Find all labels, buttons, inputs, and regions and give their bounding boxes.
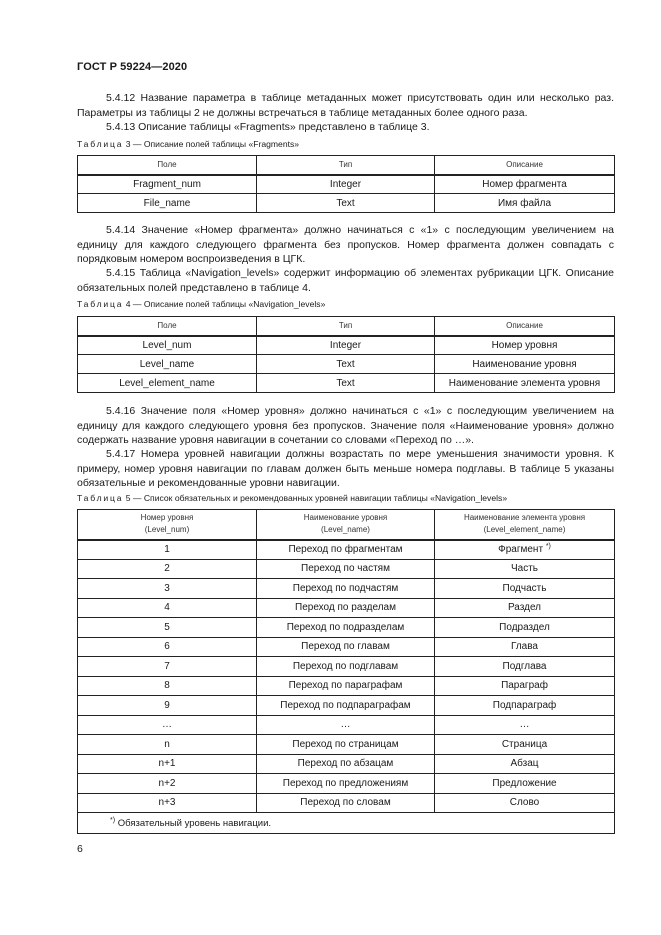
table-cell: Переход по подпараграфам bbox=[257, 696, 435, 716]
table-cell: Переход по подчастям bbox=[257, 579, 435, 599]
table-cell: n+1 bbox=[78, 754, 257, 774]
table-cell: Абзац bbox=[435, 754, 615, 774]
column-header bbox=[78, 510, 257, 540]
column-header: Поле bbox=[78, 156, 257, 175]
table-row bbox=[78, 355, 615, 374]
cell-text: Фрагмент bbox=[498, 544, 544, 555]
table-cell: Переход по страницам bbox=[257, 735, 435, 755]
document-header: ГОСТ Р 59224—2020 bbox=[77, 61, 188, 73]
table-row bbox=[78, 793, 615, 813]
table-cell: Переход по словам bbox=[257, 793, 435, 813]
table-cell: … bbox=[78, 715, 257, 735]
paragraph-text: 5.4.16 Значение поля «Номер уровня» должно начинаться с «1» с последующим увеличением на единицу для каждого следующего уровня без пропусков. Значение поля «Наименование уровня» должно содержать название уровня навигации в сочетании со словами «Переход по …». bbox=[77, 405, 614, 447]
table-cell: Level_element_name bbox=[78, 374, 257, 393]
table-cell: Переход по абзацам bbox=[257, 754, 435, 774]
table-3-caption bbox=[77, 139, 299, 149]
table-cell: Level_num bbox=[78, 336, 257, 355]
table-row bbox=[78, 598, 615, 618]
table-4-caption bbox=[77, 299, 325, 309]
table-cell: 3 bbox=[78, 579, 257, 599]
table-cell: Часть bbox=[435, 559, 615, 579]
table-5 bbox=[77, 509, 615, 834]
table-cell: Переход по подглавам bbox=[257, 657, 435, 677]
table-cell: Номер уровня bbox=[435, 336, 615, 355]
table-row bbox=[78, 657, 615, 677]
header-line: Наименование уровня bbox=[303, 513, 388, 523]
table-header-row bbox=[78, 510, 615, 540]
column-header: Описание bbox=[435, 317, 615, 336]
table-cell bbox=[435, 540, 615, 560]
column-header bbox=[435, 510, 615, 540]
paragraph-text: 5.4.15 Таблица «Navigation_levels» содержит информацию об элементах рубрикации ЦГК. Описание обязательных полей представлено в таблице 4. bbox=[77, 267, 614, 294]
table-cell: Переход по предложениям bbox=[257, 774, 435, 794]
paragraph-text: 5.4.12 Название параметра в таблице метаданных может присутствовать один или несколько раз. Параметры из таблицы 2 не должны встречаться в таблице метаданных более одного раза. bbox=[77, 92, 614, 119]
table-row bbox=[78, 676, 615, 696]
paragraph-5-4-15 bbox=[77, 266, 614, 295]
paragraph-text: 5.4.17 Номера уровней навигации должны возрастать по мере уменьшения значимости уровня. К примеру, номер уровня навигации по главам должен быть меньше номера подглавы. В таблице 5 указаны обязательные и рекомендованные уровни навигации. bbox=[77, 448, 614, 490]
caption-word: Таблица bbox=[77, 299, 124, 309]
table-cell: File_name bbox=[78, 194, 257, 213]
table-cell: Переход по главам bbox=[257, 637, 435, 657]
caption-word: Таблица bbox=[77, 139, 124, 149]
table-cell: 2 bbox=[78, 559, 257, 579]
paragraph-text: 5.4.14 Значение «Номер фрагмента» должно начинаться с «1» с последующим увеличением на единицу для каждого следующего фрагмента без пропусков. Номер фрагмента должен совпадать с порядковым номером воспроизведения в ЦГК. bbox=[77, 224, 614, 266]
table-row bbox=[78, 175, 615, 194]
page-number: 6 bbox=[77, 843, 83, 855]
table-5-caption bbox=[77, 493, 507, 503]
table-cell: Подпараграф bbox=[435, 696, 615, 716]
column-header: Тип bbox=[257, 317, 435, 336]
table-row bbox=[78, 559, 615, 579]
table-cell: Переход по частям bbox=[257, 559, 435, 579]
table-cell: Страница bbox=[435, 735, 615, 755]
header-line: (Level_num) bbox=[144, 525, 190, 535]
table-cell: Слово bbox=[435, 793, 615, 813]
table-row bbox=[78, 715, 615, 735]
table-cell: 5 bbox=[78, 618, 257, 638]
table-cell: Наименование уровня bbox=[435, 355, 615, 374]
table-cell: Text bbox=[257, 194, 435, 213]
table-cell: Подчасть bbox=[435, 579, 615, 599]
table-cell: 6 bbox=[78, 637, 257, 657]
footnote-mark: *) bbox=[545, 543, 551, 550]
table-4 bbox=[77, 316, 615, 393]
table-cell: Имя файла bbox=[435, 194, 615, 213]
table-cell: Text bbox=[257, 374, 435, 393]
paragraph-5-4-13 bbox=[77, 120, 614, 135]
table-cell: Параграф bbox=[435, 676, 615, 696]
paragraph-5-4-12 bbox=[77, 91, 614, 120]
table-cell: Переход по подразделам bbox=[257, 618, 435, 638]
table-cell: Fragment_num bbox=[78, 175, 257, 194]
caption-text: 5 — Список обязательных и рекомендованных уровней навигации таблицы «Navigation_levels» bbox=[125, 493, 508, 503]
table-row bbox=[78, 774, 615, 794]
caption-text: 4 — Описание полей таблицы «Navigation_levels» bbox=[125, 299, 326, 309]
table-cell: Text bbox=[257, 355, 435, 374]
table-cell: Наименование элемента уровня bbox=[435, 374, 615, 393]
table-cell: Раздел bbox=[435, 598, 615, 618]
table-row bbox=[78, 540, 615, 560]
table-cell: n+3 bbox=[78, 793, 257, 813]
table-row bbox=[78, 735, 615, 755]
paragraph-text: 5.4.13 Описание таблицы «Fragments» представлено в таблице 3. bbox=[106, 121, 430, 133]
table-cell: Номер фрагмента bbox=[435, 175, 615, 194]
table-row bbox=[78, 194, 615, 213]
column-header: Поле bbox=[78, 317, 257, 336]
table-cell: Integer bbox=[257, 336, 435, 355]
header-line: Номер уровня bbox=[140, 513, 194, 523]
table-row bbox=[78, 696, 615, 716]
table-cell: 8 bbox=[78, 676, 257, 696]
table-cell: … bbox=[435, 715, 615, 735]
table-footnote-row bbox=[78, 813, 615, 834]
table-row bbox=[78, 754, 615, 774]
caption-word: Таблица bbox=[77, 493, 124, 503]
table-cell: n+2 bbox=[78, 774, 257, 794]
table-cell: Integer bbox=[257, 175, 435, 194]
table-cell: Переход по разделам bbox=[257, 598, 435, 618]
table-row bbox=[78, 579, 615, 599]
table-3 bbox=[77, 155, 615, 213]
header-line: Наименование элемента уровня bbox=[463, 513, 586, 523]
table-cell: Предложение bbox=[435, 774, 615, 794]
column-header bbox=[257, 510, 435, 540]
paragraph-5-4-16 bbox=[77, 404, 614, 448]
table-footnote bbox=[78, 813, 615, 834]
table-cell: n bbox=[78, 735, 257, 755]
table-cell: Переход по фрагментам bbox=[257, 540, 435, 560]
table-cell: 7 bbox=[78, 657, 257, 677]
table-row bbox=[78, 637, 615, 657]
table-cell: 4 bbox=[78, 598, 257, 618]
table-cell: Подглава bbox=[435, 657, 615, 677]
table-row bbox=[78, 336, 615, 355]
footnote-text: Обязательный уровень навигации. bbox=[115, 817, 272, 829]
column-header: Описание bbox=[435, 156, 615, 175]
table-row bbox=[78, 618, 615, 638]
footnote-mark: *) bbox=[110, 816, 116, 824]
paragraph-5-4-17 bbox=[77, 447, 614, 491]
paragraph-5-4-14 bbox=[77, 223, 614, 267]
table-row bbox=[78, 374, 615, 393]
header-line: (Level_name) bbox=[321, 525, 370, 535]
table-header-row bbox=[78, 156, 615, 175]
table-cell: … bbox=[257, 715, 435, 735]
table-cell: Переход по параграфам bbox=[257, 676, 435, 696]
table-cell: Глава bbox=[435, 637, 615, 657]
header-line: (Level_element_name) bbox=[483, 525, 566, 535]
caption-text: 3 — Описание полей таблицы «Fragments» bbox=[125, 139, 300, 149]
table-cell: 9 bbox=[78, 696, 257, 716]
table-header-row bbox=[78, 317, 615, 336]
table-cell: Подраздел bbox=[435, 618, 615, 638]
column-header: Тип bbox=[257, 156, 435, 175]
table-cell: 1 bbox=[78, 540, 257, 560]
table-cell: Level_name bbox=[78, 355, 257, 374]
